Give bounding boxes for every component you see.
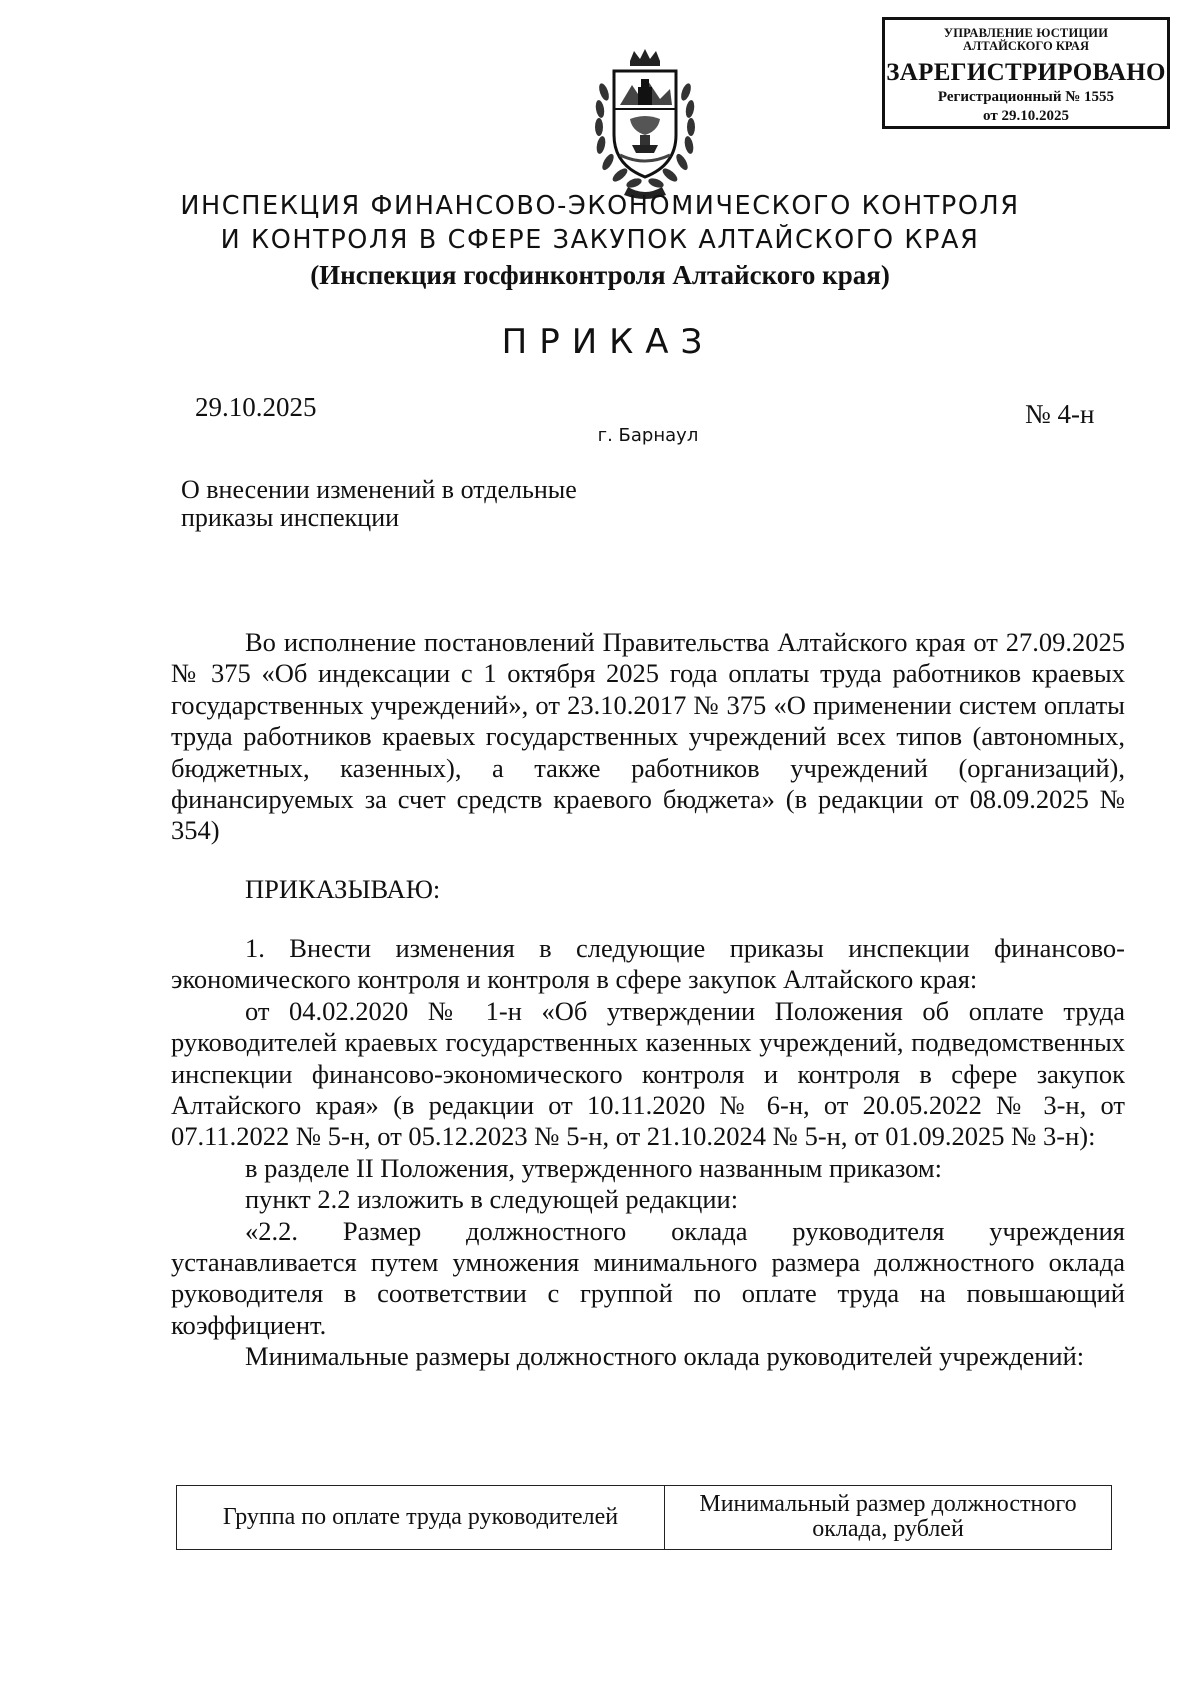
table-header-row <box>177 1486 1112 1550</box>
stamp-authority-line2: АЛТАЙСКОГО КРАЯ <box>963 39 1089 53</box>
stamp-reg-number: Регистрационный № 1555 <box>937 89 1115 105</box>
stamp-authority-line1: УПРАВЛЕНИЕ ЮСТИЦИИ <box>943 26 1109 40</box>
org-name-line1: ИНСПЕКЦИЯ ФИНАНСОВО-ЭКОНОМИЧЕСКОГО КОНТРОЛЯ <box>180 191 1020 221</box>
document-type-title: ПРИКАЗ <box>501 322 715 362</box>
order-word: ПРИКАЗЫВАЮ: <box>245 874 441 904</box>
preamble-paragraph: Во исполнение постановлений Правительства Алтайского края от 27.09.2025 № 375 «Об индексации с 1 октября 2025 года оплаты труда работников краевых государственных учреждений», от 23.10.2017 № 375 «О применении систем оплаты труда работников краевых государственных учреждений всех типов (автономных, бюджетных, казенных), а также работников учреждений (организаций), финансируемых за счет средств краевого бюджета» (в редакции от 08.09.2025 № 354) <box>171 627 1125 846</box>
document-date: 29.10.2025 <box>195 392 317 422</box>
document-number: № 4-н <box>1025 399 1095 429</box>
coat-of-arms-icon <box>590 47 700 199</box>
document-subject <box>181 476 681 532</box>
order-directive <box>171 874 1125 905</box>
item-1: 1. Внести изменения в следующие приказы инспекции финансово-экономического контроля и контроля в сфере закупок Алтайского края: <box>171 933 1125 995</box>
point-2-2-text: «2.2. Размер должностного оклада руководителя учреждения устанавливается путем умножения минимального размера должностного оклада руководителя в соответствии с группой по оплате труда на повышающий коэффициент. <box>171 1215 1125 1340</box>
stamp-reg-date: от 29.10.2025 <box>983 108 1069 124</box>
salary-table <box>176 1485 1112 1550</box>
org-name-line2: И КОНТРОЛЯ В СФЕРЕ ЗАКУПОК АЛТАЙСКОГО КРАЯ <box>220 225 980 255</box>
section-reference: в разделе II Положения, утвержденного названным приказом: <box>245 1152 943 1183</box>
point-reference: пункт 2.2 изложить в следующей редакции: <box>245 1184 739 1215</box>
subject-line2: приказы инспекции <box>181 503 400 532</box>
min-sizes-intro: Минимальные размеры должностного оклада руководителей учреждений: <box>245 1341 1085 1372</box>
preamble <box>171 627 1125 847</box>
table-header-group: Группа по оплате труда руководителей <box>177 1486 665 1550</box>
org-short-name: (Инспекция госфинконтроля Алтайского края) <box>310 260 890 290</box>
subject-line1: О внесении изменений в отдельные <box>181 475 577 504</box>
document-city: г. Барнаул <box>597 425 699 446</box>
table-header-min-salary: Минимальный размер должностного оклада, рублей <box>665 1486 1112 1550</box>
stamp-title: ЗАРЕГИСТРИРОВАНО <box>886 59 1166 86</box>
registration-stamp <box>882 17 1170 129</box>
item-1-referenced-order: от 04.02.2020 № 1-н «Об утверждении Положения об оплате труда руководителей краевых государственных казенных учреждений, подведомственных инспекции финансово-экономического контроля и контроля в сфере закупок Алтайского края» (в редакции от 10.11.2020 № 6-н, от 20.05.2022 № 3-н, от 07.11.2022 № 5-н, от 05.12.2023 № 5-н, от 21.10.2024 № 5-н, от 01.09.2025 № 3-н): <box>171 995 1125 1152</box>
order-items <box>171 933 1125 1373</box>
